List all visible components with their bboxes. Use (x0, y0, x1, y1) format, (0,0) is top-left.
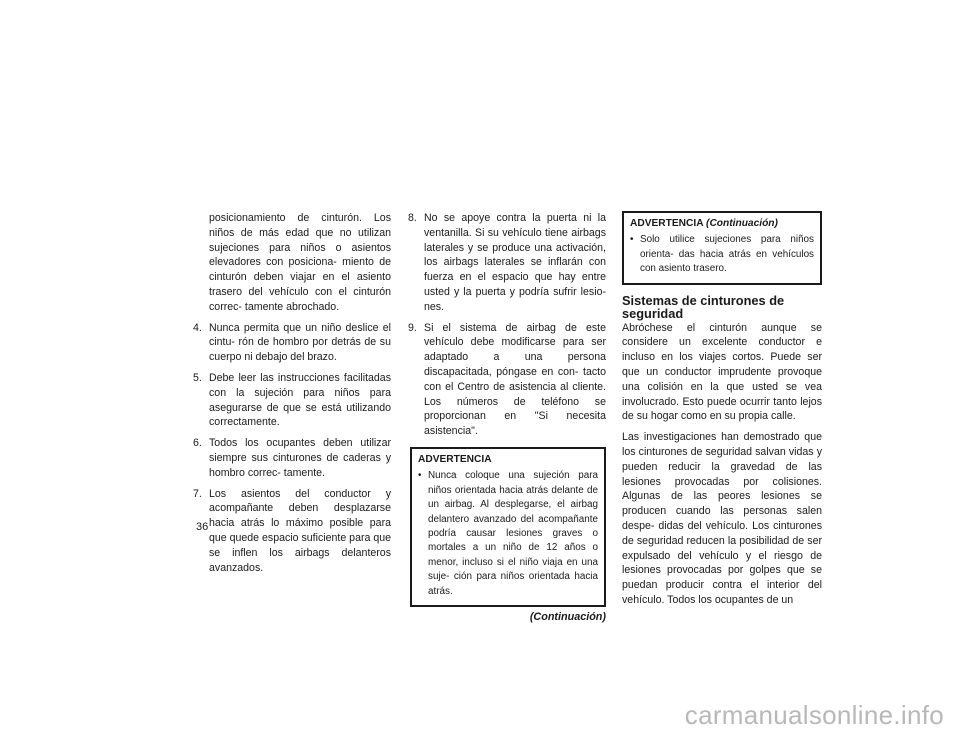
list-item-number: 8. (408, 212, 417, 224)
warning-box (410, 447, 606, 607)
warning-title: ADVERTENCIA (418, 453, 492, 465)
warning-title-suffix: (Continuación) (706, 218, 778, 229)
list-item-number: 6. (193, 437, 202, 450)
warning-box-continued (622, 211, 822, 285)
column-right (622, 211, 822, 614)
continuation-paragraph: posicionamiento de cinturón. Los niños de más edad que no utilizan sujeciones para niños o asientos elevadores con posiciona- miento de cinturón deben viajar en el asiento trasero del vehículo con el cinturón correc- tamente abrochado. (209, 212, 391, 313)
list-item-number: 9. (408, 321, 417, 334)
section-heading: Sistemas de cinturones de seguridad (622, 292, 785, 321)
list-item-text: Si el sistema de airbag de este vehículo debe modificarse para ser adaptado a una persona discapacitada, póngase en con- tacto con el Centro de asistencia al cliente. Los números de teléfono se proporcionan en "Si necesita asistencia". (424, 321, 606, 438)
page-number: 36 (196, 521, 209, 533)
body-paragraph: Las investigaciones han demostrado que los cinturones de seguridad salvan vidas y pueden reducir la gravedad de las lesiones provocadas por colisiones. Algunas de las peores lesiones se producen cuando las personas salen despe- didas del vehículo. Los cinturones de seguridad reducen la posibilidad de ser expulsado del vehículo y el riesgo de lesiones provocadas por golpes que se puedan producir contra el interior del vehículo. Todos los ocupantes de un (622, 431, 822, 606)
warning-item (418, 469, 598, 599)
list-item (410, 211, 606, 315)
list-item-number: 7. (193, 487, 202, 500)
list-item-text: Los asientos del conductor y acompañante deben desplazarse hacia atrás lo máximo posible para que quede espacio suficiente para que se inflen los airbags delanteros avanzados. (209, 487, 391, 574)
list-item-number: 5. (193, 371, 202, 384)
list-item (195, 436, 391, 480)
warning-item (630, 233, 814, 276)
warning-title-label: ADVERTENCIA (630, 218, 704, 229)
body-paragraph: Abróchese el cinturón aunque se considere un excelente conductor e incluso en los viajes cortos. Puede ser que un conductor imprudente provoque una colisión en la que usted se vea involucrado. Esto puede ocurrir tanto lejos de su hogar como en su propia calle. (622, 321, 822, 423)
column-left (195, 211, 391, 581)
warning-text: Solo utilice sujeciones para niños orienta- das hacia atrás en vehículos con asiento trasero. (640, 234, 814, 275)
list-item (195, 321, 391, 365)
list-item-text: No se apoye contra la puerta ni la ventanilla. Si su vehículo tiene airbags laterales y se produce una activación, los airbags laterales se inflarán con fuerza en el espacio que hay entre usted y la puerta y podría sufrir lesio- nes. (424, 212, 606, 313)
list-item-text: Debe leer las instrucciones facilitadas con la sujeción para niños para asegurarse de que se está utilizando correctamente. (209, 371, 391, 429)
watermark: carmanualsonline.info (684, 700, 944, 730)
bullet-icon: • (630, 234, 634, 246)
list-item (410, 321, 606, 439)
bullet-icon: • (418, 470, 422, 482)
list-item-number: 4. (193, 321, 202, 334)
list-item-text: Nunca permita que un niño deslice el cintu- rón de hombro por detrás de su cuerpo ni debajo del brazo. (209, 321, 391, 364)
list-item (195, 487, 391, 576)
continued-label: (Continuación) (529, 611, 606, 624)
warning-text: Nunca coloque una sujeción para niños orientada hacia atrás delante de un airbag. Al desplegarse, el airbag delantero avanzado del acompañante podría causar lesiones graves o mortales a un niño de 12 años o menor, incluso si el niño viaja en una suje- ción para niños orientada hacia atrás. (428, 470, 598, 597)
column-middle (410, 211, 606, 625)
list-item (195, 371, 391, 430)
list-item-text: Todos los ocupantes deben utilizar siempre sus cinturones de caderas y hombro correc- tamente. (209, 437, 391, 479)
warning-title (630, 217, 814, 231)
